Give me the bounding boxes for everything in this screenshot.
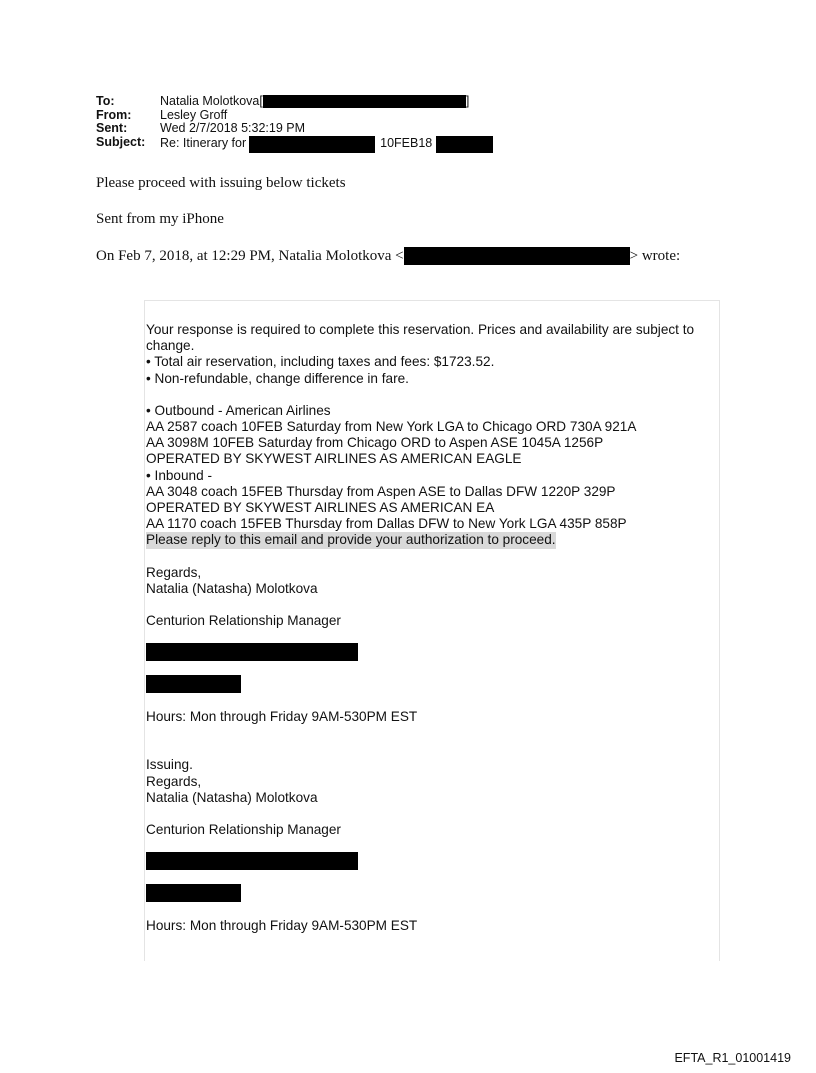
from-row xyxy=(96,109,493,123)
wrote-prefix: On Feb 7, 2018, at 12:29 PM, Natalia Molotkova < xyxy=(96,247,404,264)
intro-text: Your response is required to complete this reservation. Prices and availability are subject to change. xyxy=(146,322,695,354)
subject-label: Subject: xyxy=(96,134,146,149)
redaction-box xyxy=(404,247,630,265)
flight-line: AA 3098M 10FEB Saturday from Chicago ORD to Aspen ASE 1045A 1256P xyxy=(146,435,604,451)
sent-label: Sent: xyxy=(96,121,128,135)
wrote-line xyxy=(96,247,680,265)
redaction-box xyxy=(146,884,241,902)
to-value: Natalia Molotkova[ xyxy=(160,94,263,108)
email-header xyxy=(96,95,493,153)
wrote-suffix: > wrote: xyxy=(629,247,681,264)
redaction-box xyxy=(436,136,493,153)
quoted-message xyxy=(146,322,721,934)
regards-text: Regards, xyxy=(146,773,202,789)
operated-by-line: OPERATED BY SKYWEST AIRLINES AS AMERICAN EAGLE xyxy=(146,451,522,467)
redaction-box xyxy=(146,675,241,693)
authorization-request: Please reply to this email and provide your authorization to proceed. xyxy=(146,532,556,548)
signature-name: Natalia (Natasha) Molotkova xyxy=(146,580,318,596)
from-value: Lesley Groff xyxy=(160,107,228,122)
signature-title: Centurion Relationship Manager xyxy=(146,613,341,629)
document-id: EFTA_R1_01001419 xyxy=(674,1051,791,1065)
total-bullet: • Total air reservation, including taxes and fees: $1723.52. xyxy=(146,354,495,370)
from-label: From: xyxy=(96,107,132,122)
reply-line: Please proceed with issuing below tickets xyxy=(96,175,346,191)
inbound-heading: • Inbound - xyxy=(146,467,212,483)
issuing-text: Issuing. xyxy=(146,757,193,773)
to-label: To: xyxy=(96,94,115,108)
nonrefundable-bullet: • Non-refundable, change difference in fare. xyxy=(146,370,409,386)
redaction-box xyxy=(249,136,375,153)
redaction-box xyxy=(146,643,358,661)
signature-name: Natalia (Natasha) Molotkova xyxy=(146,789,318,805)
operated-by-line: OPERATED BY SKYWEST AIRLINES AS AMERICAN EA xyxy=(146,500,495,516)
flight-line: AA 1170 coach 15FEB Thursday from Dallas DFW to New York LGA 435P 858P xyxy=(146,516,627,532)
subject-date: 10FEB18 xyxy=(380,136,433,151)
sent-row xyxy=(96,122,493,136)
flight-line: AA 2587 coach 10FEB Saturday from New York LGA to Chicago ORD 730A 921A xyxy=(146,419,637,435)
to-close: ] xyxy=(465,94,470,108)
flight-line: AA 3048 coach 15FEB Thursday from Aspen ASE to Dallas DFW 1220P 329P xyxy=(146,483,616,499)
hours-text: Hours: Mon through Friday 9AM-530PM EST xyxy=(146,709,418,725)
subject-value: Re: Itinerary for xyxy=(160,136,247,151)
redaction-box xyxy=(146,852,358,870)
iphone-signature: Sent from my iPhone xyxy=(96,211,224,227)
hours-text: Hours: Mon through Friday 9AM-530PM EST xyxy=(146,918,418,934)
outbound-heading: • Outbound - American Airlines xyxy=(146,402,331,418)
to-row xyxy=(96,95,493,109)
redaction-box xyxy=(263,95,466,108)
regards-text: Regards, xyxy=(146,564,202,580)
signature-title: Centurion Relationship Manager xyxy=(146,822,341,838)
sent-value: Wed 2/7/2018 5:32:19 PM xyxy=(160,121,306,135)
subject-row xyxy=(96,136,493,153)
